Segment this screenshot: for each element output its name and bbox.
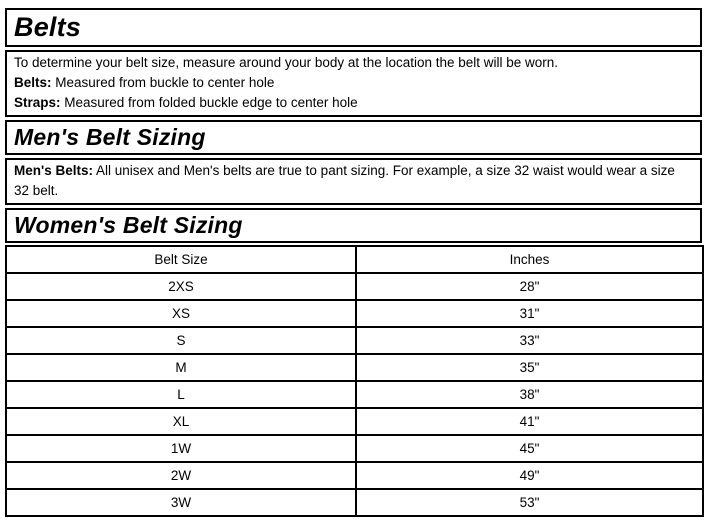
inches-cell: 28" bbox=[356, 273, 703, 300]
belt-size-cell: S bbox=[6, 327, 356, 354]
inches-cell: 49" bbox=[356, 462, 703, 489]
womens-sizing-heading-section bbox=[5, 208, 702, 243]
inches-cell: 35" bbox=[356, 354, 703, 381]
belts-measure-text: Measured from buckle to center hole bbox=[51, 75, 275, 90]
belt-size-cell: L bbox=[6, 381, 356, 408]
inches-column-header: Inches bbox=[356, 246, 703, 273]
mens-sizing-heading-section bbox=[5, 120, 702, 155]
straps-measure-line bbox=[14, 93, 693, 113]
inches-cell: 41" bbox=[356, 408, 703, 435]
inches-cell: 33" bbox=[356, 327, 703, 354]
table-row bbox=[6, 381, 703, 408]
mens-info-section bbox=[5, 158, 702, 205]
womens-sizing-heading: Women's Belt Sizing bbox=[14, 212, 243, 238]
table-header-row bbox=[6, 246, 703, 273]
mens-info-line bbox=[14, 161, 693, 201]
mens-belts-label: Men's Belts: bbox=[14, 163, 93, 178]
table-row bbox=[6, 273, 703, 300]
belt-size-cell: 2W bbox=[6, 462, 356, 489]
table-row bbox=[6, 435, 703, 462]
page-title: Belts bbox=[14, 12, 82, 42]
belt-size-column-header: Belt Size bbox=[6, 246, 356, 273]
inches-cell: 45" bbox=[356, 435, 703, 462]
belt-size-cell: 1W bbox=[6, 435, 356, 462]
table-row bbox=[6, 462, 703, 489]
table-row bbox=[6, 489, 703, 516]
table-row bbox=[6, 327, 703, 354]
belts-title-section bbox=[5, 8, 702, 47]
belt-size-cell: 2XS bbox=[6, 273, 356, 300]
table-row bbox=[6, 354, 703, 381]
belt-size-cell: XL bbox=[6, 408, 356, 435]
intro-line-text: To determine your belt size, measure around your body at the location the belt will be worn. bbox=[14, 55, 559, 70]
straps-measure-text: Measured from folded buckle edge to center hole bbox=[60, 95, 358, 110]
inches-cell: 53" bbox=[356, 489, 703, 516]
inches-cell: 38" bbox=[356, 381, 703, 408]
belts-measure-line bbox=[14, 73, 693, 93]
mens-belts-text: All unisex and Men's belts are true to pant sizing. For example, a size 32 waist would wear a size 32 belt. bbox=[14, 163, 675, 198]
mens-sizing-heading: Men's Belt Sizing bbox=[14, 124, 206, 150]
belt-size-cell: 3W bbox=[6, 489, 356, 516]
womens-sizing-table bbox=[5, 245, 704, 517]
belt-size-cell: XS bbox=[6, 300, 356, 327]
table-row bbox=[6, 408, 703, 435]
belts-label: Belts: bbox=[14, 75, 52, 90]
straps-label: Straps: bbox=[14, 95, 61, 110]
belt-size-cell: M bbox=[6, 354, 356, 381]
table-row bbox=[6, 300, 703, 327]
intro-line bbox=[14, 53, 693, 73]
intro-section bbox=[5, 50, 702, 117]
inches-cell: 31" bbox=[356, 300, 703, 327]
